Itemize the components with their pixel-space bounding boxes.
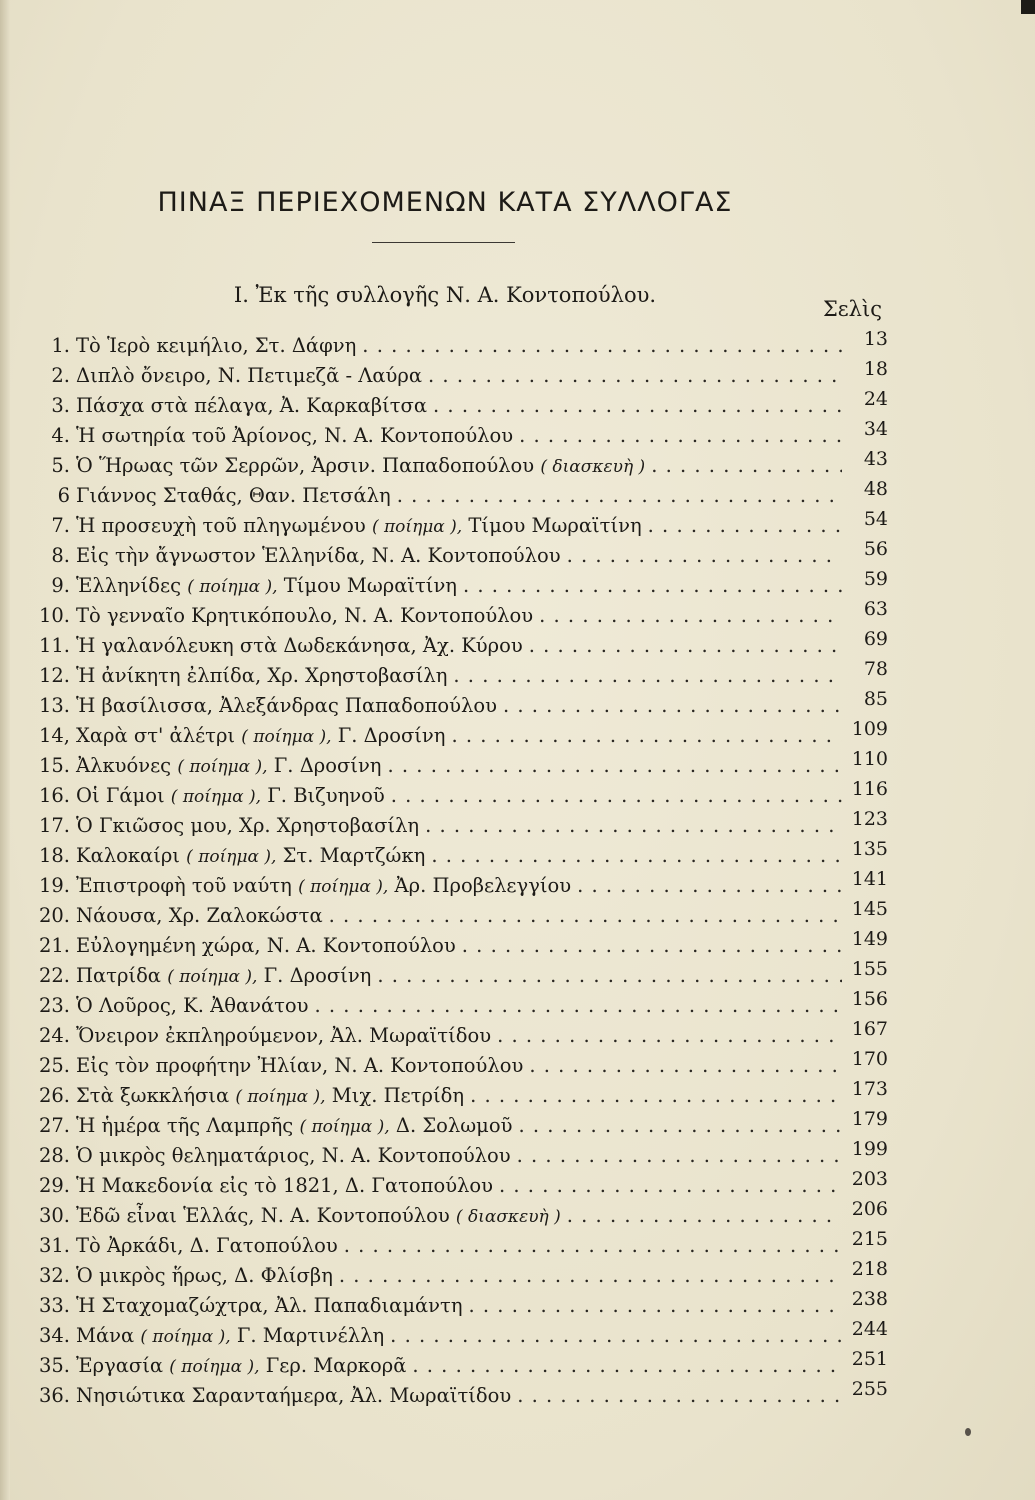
entry-page-number: 78 <box>863 658 888 680</box>
toc-entry <box>18 538 888 574</box>
entry-number: 32. <box>38 1264 70 1287</box>
entry-title-text: Ἑλληνίδες <box>76 574 182 597</box>
entry-page-number: 110 <box>851 748 888 770</box>
entry-number: 7. <box>51 514 70 537</box>
title-divider <box>372 242 515 243</box>
dot-leader <box>497 694 842 717</box>
entry-number: 16. <box>38 784 70 807</box>
entry-title-text: Τὸ γενναῖο Κρητικόπουλο, Ν. Α. Κοντοπούλου <box>76 604 534 627</box>
entry-title <box>76 1204 561 1227</box>
toc-entry <box>18 688 888 724</box>
dot-leader <box>645 454 842 477</box>
entry-title-text: Ἡ σωτηρία τοῦ Ἀρίονος, Ν. Α. Κοντοπούλου <box>76 424 514 447</box>
entry-title-text: Ὁ Ἥρωας τῶν Σερρῶν, Ἀρσιν. Παπαδοπούλου <box>76 454 535 477</box>
entry-title <box>76 424 513 447</box>
dot-leader <box>406 1354 842 1377</box>
entry-number: 2. <box>51 364 70 387</box>
entry-title <box>76 574 457 597</box>
entry-number: 30. <box>38 1204 70 1227</box>
dot-leader <box>561 1204 842 1227</box>
entry-genre-note: ( ποίημα ), <box>299 1117 390 1137</box>
entry-page-number: 218 <box>851 1258 888 1280</box>
entry-author: Στ. Μαρτζώκη <box>282 844 426 867</box>
entry-number: 10. <box>38 604 70 627</box>
dot-leader <box>445 724 842 747</box>
toc-entry <box>18 478 888 514</box>
toc-entry <box>18 1228 888 1264</box>
entry-page-number: 135 <box>851 838 888 860</box>
entry-page-number: 141 <box>851 868 888 890</box>
entry-page-number: 145 <box>851 898 888 920</box>
toc-entry <box>18 388 888 424</box>
dot-leader <box>642 514 842 537</box>
scan-corner-mark <box>1021 0 1035 14</box>
toc-entry <box>18 1168 888 1204</box>
entry-genre-note: ( διασκευὴ ) <box>540 457 646 477</box>
entry-page-number: 54 <box>863 508 888 530</box>
entry-title-text: Ὁ μικρὸς ἥρως, Δ. Φλίσβη <box>76 1264 333 1287</box>
entry-title-text: Καλοκαίρι <box>76 844 180 867</box>
entry-number: 24. <box>38 1024 70 1047</box>
entry-title <box>76 1054 523 1077</box>
entry-title-text: Ἐργασία <box>76 1354 164 1377</box>
entry-page-number: 85 <box>863 688 888 710</box>
dot-leader <box>523 634 842 657</box>
toc-entry <box>18 568 888 604</box>
entry-title-text: Ἡ ἀνίκητη ἐλπίδα, Χρ. Χρηστοβασίλη <box>76 664 448 687</box>
entry-title-text: Ἡ προσευχὴ τοῦ πληγωμένου <box>76 514 366 537</box>
entry-title-text: Ἐδῶ εἶναι Ἑλλάς, Ν. Α. Κοντοπούλου <box>76 1204 450 1227</box>
entry-page-number: 59 <box>863 568 888 590</box>
entry-title <box>76 1084 464 1107</box>
dot-leader <box>338 1234 842 1257</box>
dot-leader <box>571 874 842 897</box>
toc-entry <box>18 418 888 454</box>
entry-title-text: Ὁ Λοῦρος, Κ. Ἀθανάτου <box>76 994 309 1017</box>
entry-title-text: Διπλὸ ὄνειρο, Ν. Πετιμεζᾶ - Λαύρα <box>76 364 423 387</box>
dot-leader <box>425 844 842 867</box>
entry-page-number: 244 <box>851 1318 888 1340</box>
entry-title <box>76 964 371 987</box>
entry-title <box>76 664 447 687</box>
entry-title <box>76 1024 491 1047</box>
entry-page-number: 69 <box>863 628 888 650</box>
entry-author: Γ. Δροσίνη <box>337 724 446 747</box>
entry-number: 5. <box>51 454 70 477</box>
entry-title-text: Εὐλογημένη χώρα, Ν. Α. Κοντοπούλου <box>76 934 456 957</box>
entry-genre-note: ( ποίημα ), <box>187 577 278 597</box>
entry-page-number: 18 <box>863 358 888 380</box>
entry-number: 29. <box>38 1174 70 1197</box>
entry-title <box>76 1234 338 1257</box>
entry-title <box>76 844 425 867</box>
entry-page-number: 149 <box>851 928 888 950</box>
dot-leader <box>371 964 842 987</box>
toc-entry <box>18 328 888 364</box>
paper-spot <box>965 1428 971 1436</box>
dot-leader <box>382 754 843 777</box>
toc-entry <box>18 1048 888 1084</box>
entry-title-text: Ἡ ἡμέρα τῆς Λαμπρῆς <box>76 1114 294 1137</box>
entry-number: 12. <box>38 664 70 687</box>
entry-title-text: Εἰς τὴν ἄγνωστον Ἑλληνίδα, Ν. Α. Κοντοπούλου <box>76 544 561 567</box>
entry-title <box>76 694 497 717</box>
entry-title-text: Ὁ μικρὸς θεληματάριος, Ν. Α. Κοντοπούλου <box>76 1144 511 1167</box>
entry-page-number: 206 <box>851 1198 888 1220</box>
toc-entry <box>18 1288 888 1324</box>
dot-leader <box>491 1024 842 1047</box>
dot-leader <box>427 394 842 417</box>
entry-number: 23. <box>38 994 70 1017</box>
dot-leader <box>309 994 842 1017</box>
entry-title <box>76 874 571 897</box>
entry-page-number: 203 <box>851 1168 888 1190</box>
entry-title <box>76 364 422 387</box>
toc-entry <box>18 658 888 694</box>
toc-entry <box>18 988 888 1024</box>
toc-entry <box>18 508 888 544</box>
toc-entry <box>18 1138 888 1174</box>
entry-genre-note: ( ποίημα ), <box>169 1357 260 1377</box>
entry-author: Γ. Δροσίνη <box>263 964 372 987</box>
toc-entry <box>18 1198 888 1234</box>
entry-title-text: Πάσχα στὰ πέλαγα, Ἀ. Καρκαβίτσα <box>76 394 428 417</box>
entry-title <box>76 784 385 807</box>
toc-entry <box>18 868 888 904</box>
entry-author: Μιχ. Πετρίδη <box>331 1084 465 1107</box>
entry-title-text: Ἡ βασίλισσα, Ἀλεξάνδρας Παπαδοπούλου <box>76 694 497 717</box>
entry-number: 19. <box>38 874 70 897</box>
entry-title <box>76 1264 333 1287</box>
entry-title-text: Ἡ Σταχομαζώχτρα, Ἀλ. Παπαδιαμάντη <box>76 1294 463 1317</box>
entry-author: Γ. Δροσίνη <box>273 754 382 777</box>
page-binding-edge <box>0 0 10 1500</box>
entry-number: 33. <box>38 1294 70 1317</box>
dot-leader <box>391 484 842 507</box>
entry-number: 21. <box>38 934 70 957</box>
entry-page-number: 170 <box>851 1048 888 1070</box>
entry-title <box>76 514 642 537</box>
entry-number: 20. <box>38 904 70 927</box>
dot-leader <box>511 1384 842 1407</box>
entry-title <box>76 334 356 357</box>
entry-number: 22. <box>38 964 70 987</box>
toc-entry <box>18 448 888 484</box>
toc-entry <box>18 958 888 994</box>
entry-genre-note: ( ποίημα ), <box>241 727 332 747</box>
entry-page-number: 34 <box>863 418 888 440</box>
entry-title <box>76 1174 493 1197</box>
entry-title <box>76 454 645 477</box>
entry-page-number: 48 <box>863 478 888 500</box>
entry-title <box>76 934 456 957</box>
entry-page-number: 155 <box>851 958 888 980</box>
entry-title <box>76 544 561 567</box>
entry-title <box>76 394 427 417</box>
entry-page-number: 123 <box>851 808 888 830</box>
entry-title-text: Ὁ Γκιῶσος μου, Χρ. Χρηστοβασίλη <box>76 814 420 837</box>
toc-entry <box>18 778 888 814</box>
toc-entry <box>18 928 888 964</box>
entry-title-text: Στὰ ξωκκλήσια <box>76 1084 230 1107</box>
toc-entry <box>18 808 888 844</box>
entry-page-number: 179 <box>851 1108 888 1130</box>
entry-title-text: Πατρίδα <box>76 964 161 987</box>
entry-title-text: Χαρὰ στ' ἀλέτρι <box>76 724 236 747</box>
entry-title <box>76 634 523 657</box>
toc-entry <box>18 898 888 934</box>
entry-author: Γ. Βιζυηνοῦ <box>267 784 385 807</box>
entry-page-number: 238 <box>851 1288 888 1310</box>
entry-number: 31. <box>38 1234 70 1257</box>
entry-page-number: 251 <box>851 1348 888 1370</box>
entry-title <box>76 1144 511 1167</box>
entry-page-number: 56 <box>863 538 888 560</box>
entry-title <box>76 1294 463 1317</box>
dot-leader <box>513 424 842 447</box>
entry-genre-note: ( ποίημα ), <box>167 967 258 987</box>
entry-number: 34. <box>38 1324 70 1347</box>
dot-leader <box>456 934 842 957</box>
toc-entry <box>18 1018 888 1054</box>
entry-genre-note: ( ποίημα ), <box>177 757 268 777</box>
entry-genre-note: ( ποίημα ), <box>298 877 389 897</box>
entry-title <box>76 904 323 927</box>
entry-title <box>76 754 382 777</box>
entry-title <box>76 1354 406 1377</box>
entry-title <box>76 604 533 627</box>
dot-leader <box>493 1174 842 1197</box>
entry-page-number: 43 <box>863 448 888 470</box>
entry-title-text: Οἱ Γάμοι <box>76 784 165 807</box>
entry-page-number: 13 <box>863 328 888 350</box>
dot-leader <box>464 1084 842 1107</box>
toc-entry <box>18 1108 888 1144</box>
toc-entry <box>18 598 888 634</box>
entry-title-text: Ἀλκυόνες <box>76 754 172 777</box>
entry-number: 26. <box>38 1084 70 1107</box>
entry-title-text: Γιάννος Σταθάς, Θαν. Πετσάλη <box>76 484 391 507</box>
entry-number: 13. <box>38 694 70 717</box>
entry-title <box>76 814 419 837</box>
entry-number: 8. <box>51 544 70 567</box>
entry-number: 27. <box>38 1114 70 1137</box>
page-title: ΠΙΝΑΞ ΠΕΡΙΕΧΟΜΕΝΩΝ ΚΑΤΑ ΣΥΛΛΟΓΑΣ <box>157 187 733 218</box>
dot-leader <box>384 1324 842 1347</box>
entry-number: 6 <box>57 484 70 507</box>
entry-page-number: 199 <box>851 1138 888 1160</box>
entry-author: Γερ. Μαρκορᾶ <box>265 1354 407 1377</box>
entry-number: 15. <box>38 754 70 777</box>
toc-entry <box>18 1378 888 1414</box>
toc-entry <box>18 628 888 664</box>
entry-page-number: 173 <box>851 1078 888 1100</box>
entry-page-number: 116 <box>851 778 888 800</box>
entry-page-number: 255 <box>851 1378 888 1400</box>
entry-title <box>76 1114 512 1137</box>
entry-number: 3. <box>51 394 70 417</box>
table-of-contents <box>18 328 888 1414</box>
entry-title <box>76 724 445 747</box>
entry-genre-note: ( ποίημα ), <box>140 1327 231 1347</box>
entry-title <box>76 1324 384 1347</box>
entry-title-text: Εἰς τὸν προφήτην Ἠλίαν, Ν. Α. Κοντοπούλου <box>76 1054 524 1077</box>
entry-author: Γ. Μαρτινέλλη <box>236 1324 385 1347</box>
entry-number: 1. <box>51 334 70 357</box>
dot-leader <box>385 784 842 807</box>
entry-number: 9. <box>51 574 70 597</box>
entry-number: 17. <box>38 814 70 837</box>
entry-page-number: 167 <box>851 1018 888 1040</box>
dot-leader <box>463 1294 842 1317</box>
entry-title-text: Ἡ Μακεδονία εἰς τὸ 1821, Δ. Γατοπούλου <box>76 1174 494 1197</box>
dot-leader <box>512 1114 842 1137</box>
entry-title-text: Τὸ Ἀρκάδι, Δ. Γατοπούλου <box>76 1234 338 1257</box>
entry-title-text: Νάουσα, Χρ. Ζαλοκώστα <box>76 904 323 927</box>
page-column-header: Σελὶς <box>822 297 882 321</box>
entry-author: Δ. Σολωμοῦ <box>395 1114 513 1137</box>
entry-genre-note: ( ποίημα ), <box>186 847 277 867</box>
entry-author: Τίμου Μωραϊτίνη <box>283 574 457 597</box>
entry-title-text: Τὸ Ἱερὸ κειμήλιο, Στ. Δάφνη <box>76 334 357 357</box>
entry-page-number: 109 <box>851 718 888 740</box>
entry-number: 4. <box>51 424 70 447</box>
entry-number: 25. <box>38 1054 70 1077</box>
entry-title-text: Μάνα <box>76 1324 135 1347</box>
entry-genre-note: ( ποίημα ), <box>170 787 262 807</box>
entry-author: Ἀρ. Προβελεγγίου <box>394 874 572 897</box>
entry-genre-note: ( ποίημα ), <box>371 517 463 537</box>
entry-title <box>76 1384 511 1407</box>
entry-number: 28. <box>38 1144 70 1167</box>
entry-page-number: 24 <box>863 388 888 410</box>
dot-leader <box>333 1264 842 1287</box>
toc-entry <box>18 1258 888 1294</box>
dot-leader <box>533 604 842 627</box>
dot-leader <box>323 904 842 927</box>
entry-page-number: 215 <box>851 1228 888 1250</box>
dot-leader <box>561 544 842 567</box>
toc-entry <box>18 718 888 754</box>
entry-genre-note: ( διασκευὴ ) <box>455 1207 561 1227</box>
toc-entry <box>18 358 888 394</box>
entry-page-number: 63 <box>863 598 888 620</box>
dot-leader <box>457 574 842 597</box>
toc-entry <box>18 1348 888 1384</box>
toc-entry <box>18 748 888 784</box>
entry-title <box>76 484 391 507</box>
entry-number: 14, <box>38 724 70 747</box>
dot-leader <box>523 1054 842 1077</box>
entry-title-text: Ὄνειρον ἐκπληρούμενον, Ἀλ. Μωραϊτίδου <box>76 1024 492 1047</box>
dot-leader <box>419 814 842 837</box>
entry-genre-note: ( ποίημα ), <box>235 1087 326 1107</box>
toc-entry <box>18 1078 888 1114</box>
dot-leader <box>422 364 842 387</box>
entry-number: 18. <box>38 844 70 867</box>
collection-subtitle: I. Ἐκ τῆς συλλογῆς Ν. Α. Κοντοπούλου. <box>233 283 657 307</box>
entry-number: 11. <box>38 634 70 657</box>
entry-title <box>76 994 309 1017</box>
entry-title-text: Ἡ γαλανόλευκη στὰ Δωδεκάνησα, Ἀχ. Κύρου <box>76 634 523 657</box>
dot-leader <box>447 664 842 687</box>
dot-leader <box>511 1144 842 1167</box>
entry-title-text: Νησιώτικα Σαρανταήμερα, Ἀλ. Μωραϊτίδου <box>76 1384 512 1407</box>
entry-author: Τίμου Μωραϊτίνη <box>468 514 642 537</box>
entry-title-text: Ἐπιστροφὴ τοῦ ναύτη <box>76 874 292 897</box>
entry-number: 36. <box>38 1384 70 1407</box>
dot-leader <box>356 334 842 357</box>
entry-number: 35. <box>38 1354 70 1377</box>
toc-entry <box>18 838 888 874</box>
toc-entry <box>18 1318 888 1354</box>
entry-page-number: 156 <box>851 988 888 1010</box>
